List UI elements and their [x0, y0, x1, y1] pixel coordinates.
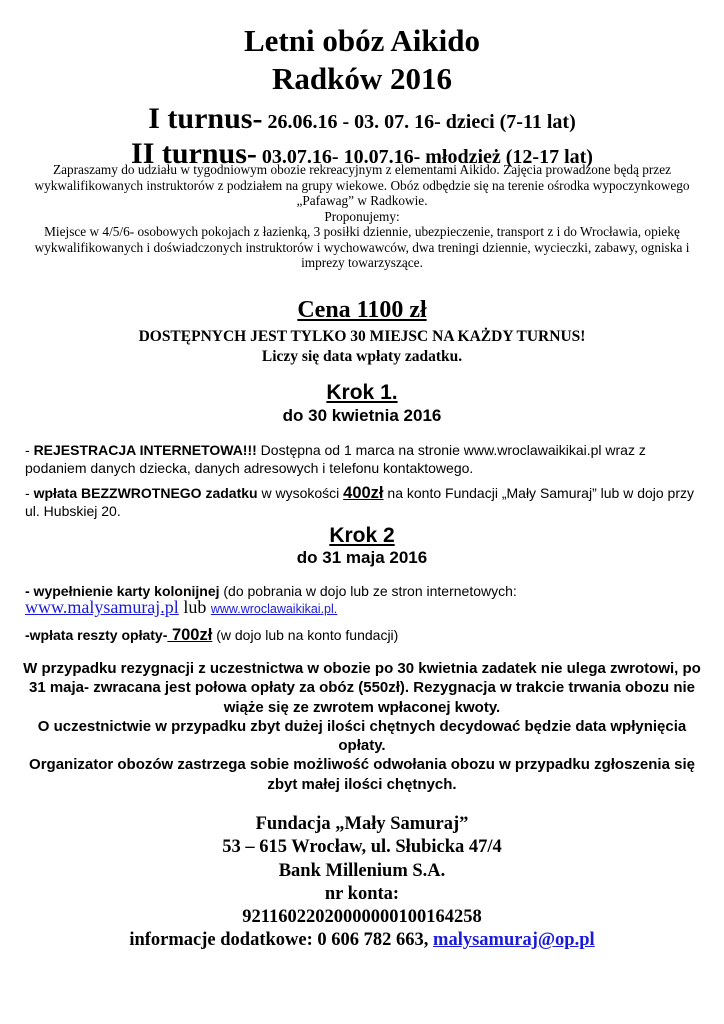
org-address: 53 – 615 Wrocław, ul. Słubicka 47/4 [222, 837, 502, 858]
deposit-item [25, 484, 705, 520]
terms-cancellation: W przypadku rezygnacji z uczestnictwa w obozie po 30 kwietnia zadatek nie ulega zwrotowi, po 31 maja- zwracana jest połowa opłaty za obóz (550zł). Rezygnacja w trakcie trwania obozu nie wiąże się ze zwrotem wpłaconej kwoty. [23, 660, 701, 716]
terms-priority: O uczestnictwie w przypadku zbyt dużej ilości chętnych decydować będzie data wpłynięcia opłaty. [37, 717, 687, 755]
remaining-payment-item [25, 626, 705, 644]
link-wroclawaikikai[interactable]: www.wroclawaikikai.pl. [210, 602, 338, 616]
turnus-1-label: I turnus- [148, 102, 263, 135]
intro-section [28, 162, 696, 271]
turnus-1-detail: 26.06.16 - 03. 07. 16- dzieci (7-11 lat) [262, 111, 576, 133]
registration-item [25, 441, 705, 477]
intro-paragraph: Zapraszamy do udziału w tygodniowym obozie rekreacyjnym z elementami Aikido. Zajęcia prowadzone będą przez wykwalifikowanych instruktorów z podziałem na grupy wiekowe. Obóz odbędzie się na terenie ośrodka wypoczynkowego „Pafawag” w Radkowie. [34, 162, 690, 208]
links-line [25, 598, 705, 618]
turnus-2-label: II turnus- [131, 137, 257, 170]
account-number: 92116022020000000100164258 [242, 907, 482, 928]
info-line [0, 929, 724, 952]
link-malysamuraj[interactable]: www.malysamuraj.pl [25, 597, 179, 617]
remaining-payment-bold: -wpłata reszty opłaty- [25, 627, 168, 643]
step-2-deadline: do 31 maja 2016 [296, 548, 428, 567]
terms-organizer: Organizator obozów zastrzega sobie możliwość odwołania obozu w przypadku zgłoszenia się zbyt małej ilości chętnych. [29, 756, 695, 793]
account-label: nr konta: [324, 883, 400, 904]
deposit-prefix: - [25, 485, 34, 501]
step-1-title: Krok 1. [326, 381, 398, 404]
info-label: informacje dodatkowe: 0 606 782 663, [129, 930, 434, 951]
step-1-deadline: do 30 kwietnia 2016 [282, 406, 442, 425]
registration-prefix: - [25, 442, 34, 458]
deposit-text-2: na konto Fundacji „Mały Samuraj” lub w dojo przy ul. Hubskiej 20. [25, 485, 694, 519]
remaining-payment-amount: 700zł [167, 626, 213, 644]
offer-heading: Proponujemy: [324, 208, 400, 224]
turnus-1 [0, 103, 724, 140]
price-heading: Cena 1100 zł [297, 297, 427, 323]
places-limit: DOSTĘPNYCH JEST TYLKO 30 MIEJSC NA KAŻDY TURNUS! [138, 328, 586, 345]
registration-text: Dostępna od 1 marca na stronie www.wroclawaikikai.pl wraz z podaniem danych dziecka, danych adresowych i telefonu kontaktowego. [25, 442, 646, 476]
email-link[interactable]: malysamuraj@op.pl [433, 930, 595, 951]
step-2-title: Krok 2 [329, 524, 395, 547]
offer-paragraph: Miejsce w 4/5/6- osobowych pokojach z łazienką, 3 posiłki dziennie, ubezpieczenie, transport z i do Wrocławia, opiekę wykwalifikowanych i doświadczonych instruktorów i wychowawców, dwa treningi dziennie, wycieczki, zabawy, ogniska i imprezy towarzyszące. [34, 224, 690, 270]
deposit-date-note: Liczy się data wpłaty zadatku. [261, 348, 463, 365]
turnus-2-detail: 03.07.16- 10.07.16- młodzież (12-17 lat) [256, 146, 593, 168]
title-line-1: Letni obóz Aikido [244, 23, 480, 58]
org-name: Fundacja „Mały Samuraj” [255, 814, 469, 834]
remaining-payment-text: (w dojo lub na konto fundacji) [212, 627, 399, 643]
title-line-2: Radków 2016 [271, 61, 452, 96]
step-1-heading [0, 381, 724, 405]
deposit-amount: 400zł [343, 484, 384, 502]
contact-section [0, 813, 724, 953]
step-2-heading [0, 524, 724, 548]
bank-name: Bank Millenium S.A. [278, 860, 446, 881]
deposit-text-1: w wysokości [257, 485, 344, 501]
links-separator: lub [178, 597, 211, 617]
registration-bold: REJESTRACJA INTERNETOWA!!! [33, 442, 257, 458]
terms-section [20, 659, 704, 794]
deposit-bold: wpłata BEZZWROTNEGO zadatku [33, 485, 258, 501]
colony-card-bold: - wypełnienie karty kolonijnej [25, 583, 220, 599]
colony-card-text: (do pobrania w dojo lub ze stron internetowych: [219, 583, 517, 599]
